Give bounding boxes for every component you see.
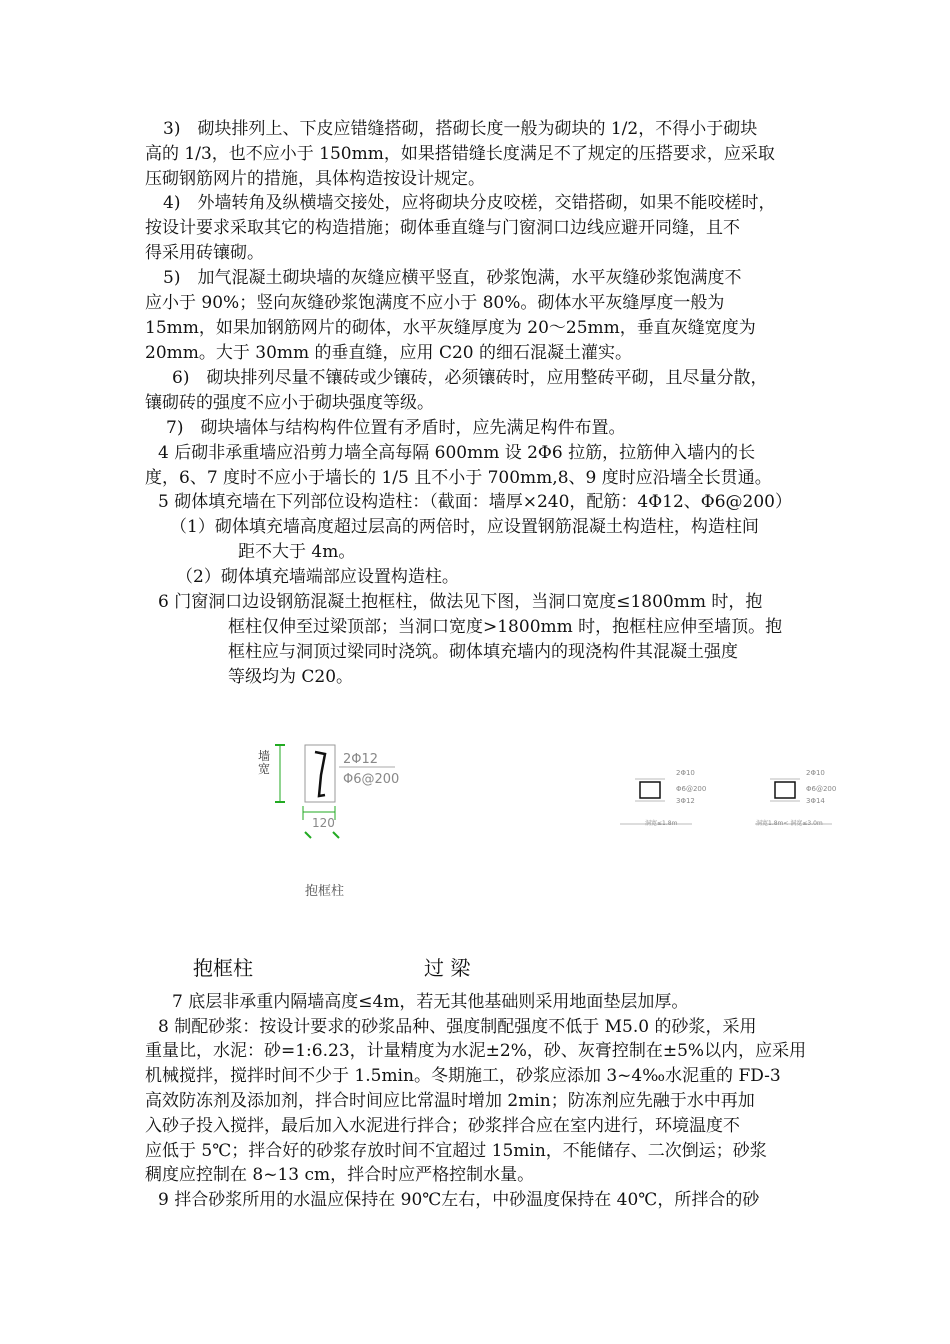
text-line: 7 底层非承重内隔墙高度≤4m，若无其他基础则采用地面垫层加厚。 <box>172 992 689 1012</box>
text-line: 压砌钢筋网片的措施，具体构造按设计规定。 <box>145 169 485 189</box>
caption-lintel: 过 梁 <box>424 956 471 980</box>
text-line: 20mm。大于 30mm 的垂直缝，应用 C20 的细石混凝土灌实。 <box>145 343 632 363</box>
text-line: 高的 1/3，也不应小于 150mm，如果搭错缝长度满足不了规定的压搭要求，应采取 <box>145 144 775 164</box>
text-line: 9 拌合砂浆所用的水温应保持在 90℃左右，中砂温度保持在 40℃，所拌合的砂 <box>158 1190 760 1210</box>
text-line: （1）砌体填充墙高度超过层高的两倍时，应设置钢筋混凝土构造柱，构造柱间 <box>170 517 759 537</box>
text-line: 框柱仅伸至过梁顶部；当洞口宽度>1800mm 时，抱框柱应伸至墙顶。抱 <box>228 617 783 637</box>
wall-width-label: 墙宽 <box>258 749 271 776</box>
text-line: 3) 砌块排列上、下皮应错缝搭砌，搭砌长度一般为砌块的 1/2，不得小于砌块 <box>163 119 758 139</box>
text-line: （2）砌体填充墙端部应设置构造柱。 <box>176 567 459 587</box>
lintel1-bottom-rebar: 3Φ12 <box>676 797 695 805</box>
text-line: 得采用砖镶砌。 <box>145 243 264 263</box>
lintel2-top-rebar: 2Φ10 <box>806 769 825 777</box>
text-line: 6) 砌块排列尽量不镶砖或少镶砖，必须镶砖时，应用整砖平砌，且尽量分散， <box>172 368 768 388</box>
dimension-120-label: 120 <box>312 816 335 830</box>
lintel1-stirrup: Φ6@200 <box>676 785 707 793</box>
text-line: 8 制配砂浆：按设计要求的砂浆品种、强度制配强度不低于 M5.0 的砂浆，采用 <box>158 1017 757 1037</box>
text-line: 等级均为 C20。 <box>228 667 354 687</box>
text-line: 6 门窗洞口边设钢筋混凝土抱框柱，做法见下图，当洞口宽度≤1800mm 时，抱 <box>158 592 763 612</box>
text-line: 距不大于 4m。 <box>238 542 356 562</box>
lintel2-stirrup: Φ6@200 <box>806 785 837 793</box>
rebar-main-label: 2Φ12 <box>343 752 379 767</box>
text-line: 入砂子投入搅拌，最后加入水泥进行拌合；砂浆拌合应在室内进行，环境温度不 <box>145 1116 740 1136</box>
lintel2-note: 洞宽1.8m< 洞宽≤3.0m <box>756 820 823 827</box>
text-line: 度，6、7 度时不应小于墙长的 1/5 且不小于 700mm,8、9 度时应沿墙全长贯通。 <box>145 468 772 488</box>
caption-column: 抱框柱 <box>193 956 253 980</box>
text-line: 按设计要求采取其它的构造措施；砌体垂直缝与门窗洞口边线应避开同缝，且不 <box>145 218 740 238</box>
text-line: 15mm，如果加钢筋网片的砌体，水平灰缝厚度为 20～25mm，垂直灰缝宽度为 <box>145 318 756 338</box>
rebar-stirrup-label: Φ6@200 <box>343 772 400 787</box>
lintel1-top-rebar: 2Φ10 <box>676 769 695 777</box>
figure-subcaption: 抱框柱 <box>305 884 345 899</box>
lintel1-note: 洞宽≤1.8m <box>645 820 678 827</box>
text-line: 镶砌砖的强度不应小于砌块强度等级。 <box>145 393 434 413</box>
text-line: 稠度应控制在 8~13 cm，拌合时应严格控制水量。 <box>145 1165 535 1185</box>
text-line: 框柱应与洞顶过梁同时浇筑。砌体填充墙内的现浇构件其混凝土强度 <box>228 642 738 662</box>
text-line: 5) 加气混凝土砌块墙的灰缝应横平竖直，砂浆饱满，水平灰缝砂浆饱满度不 <box>163 268 742 288</box>
text-line: 4 后砌非承重墙应沿剪力墙全高每隔 600mm 设 2Φ6 拉筋，拉筋伸入墙内的长 <box>158 443 756 463</box>
text-line: 7) 砌块墙体与结构构件位置有矛盾时，应先满足构件布置。 <box>166 418 626 438</box>
text-line: 机械搅拌，搅拌时间不少于 1.5min。冬期施工，砂浆应添加 3~4‰水泥重的 FD-3 <box>145 1066 781 1086</box>
text-line: 4) 外墙转角及纵横墙交接处，应将砌块分皮咬槎，交错搭砌，如果不能咬槎时， <box>163 193 776 213</box>
text-line: 应低于 5℃；拌合好的砂浆存放时间不宜超过 15min，不能储存、二次倒运；砂浆 <box>145 1141 767 1161</box>
text-line: 高效防冻剂及添加剂，拌合时间应比常温时增加 2min；防冻剂应先融于水中再加 <box>145 1091 755 1111</box>
text-line: 重量比，水泥：砂=1:6.23，计量精度为水泥±2%，砂、灰膏控制在±5%以内，应采用 <box>145 1041 807 1061</box>
text-line: 5 砌体填充墙在下列部位设构造柱：（截面：墙厚×240，配筋：4Φ12、Φ6@200） <box>158 492 792 512</box>
column-section-drawing <box>255 740 415 900</box>
text-line: 应小于 90%；竖向灰缝砂浆饱满度不应小于 80%。砌体水平灰缝厚度一般为 <box>145 293 725 313</box>
lintel2-bottom-rebar: 3Φ14 <box>806 797 825 805</box>
